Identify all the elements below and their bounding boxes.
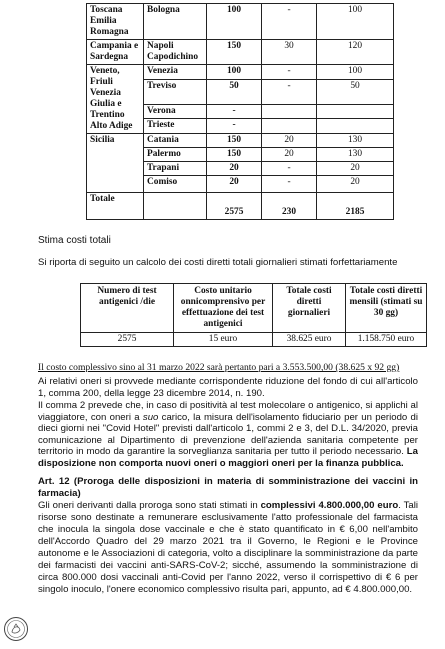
value-cell: 50	[207, 79, 262, 104]
airport-cell: Verona	[144, 104, 207, 119]
value-cell: 150	[207, 148, 262, 162]
value-cell: 38.625 euro	[273, 333, 346, 347]
value-cell: 150	[207, 40, 262, 65]
table-header-row	[81, 284, 427, 333]
total-label: Totale	[87, 193, 144, 220]
value-cell: 100	[207, 4, 262, 40]
value-cell: 20	[262, 148, 317, 162]
region-cell: Sicilia	[87, 134, 144, 193]
airport-cell: Palermo	[144, 148, 207, 162]
article-lead: Gli oneri derivanti dalla proroga sono stati stimati in	[38, 500, 261, 511]
value-cell: 20	[207, 162, 262, 176]
value-cell	[317, 119, 394, 134]
value-cell: -	[262, 176, 317, 193]
value-cell: -	[262, 162, 317, 176]
value-cell: -	[207, 119, 262, 134]
table-row	[87, 65, 394, 80]
value-cell: -	[262, 79, 317, 104]
column-header: Numero di test antigenici /die	[81, 284, 174, 333]
value-cell: 130	[317, 148, 394, 162]
article-body: . Tali risorse sono destinate a remunerare esclusivamente l'atto professionale del farmacista che inocula la singola dose vaccinale e che è stato quantificato in € 6,00 nell'ambito dell'Accordo Quadro del 29 marzo 2021 tra il Governo, le Regioni e le Province autonome e le Associazioni di categoria, volto a disciplinare la somministrazione da parte dei farmacisti dei vaccini anti-SARS-CoV-2; sicché, assumendo la somministrazione di circa 800.000 dosi vaccinali anti-Covid per l'anno 2022, verso il corrispettivo di € 6 per singolo inoculo, l'onere economico complessivo risulta pari, appunto, ad € 4.800.000,00.	[38, 500, 419, 595]
value-cell: 100	[207, 65, 262, 80]
total-cost-paragraph: Il costo complessivo sino al 31 marzo 2022 sarà pertanto pari a 3.553.500,00 (38.625 x 92 gg)	[38, 362, 400, 373]
total-row	[87, 193, 394, 220]
empty-cell	[144, 193, 207, 220]
value-cell: 20	[262, 134, 317, 148]
value-cell	[262, 119, 317, 134]
airport-cell: Comiso	[144, 176, 207, 193]
article-12-paragraph	[38, 476, 418, 596]
table-row	[81, 333, 427, 347]
value-cell	[262, 104, 317, 119]
total-value: 2575	[207, 193, 262, 220]
column-header: Costo unitario onnicomprensivo per effettuazione dei test antigenici	[174, 284, 273, 333]
airport-cell: Venezia	[144, 65, 207, 80]
article-amount: complessivi 4.800.000,00 euro	[260, 500, 399, 511]
region-cell: Campania e Sardegna	[87, 40, 144, 65]
total-value: 2185	[317, 193, 394, 220]
value-cell: 130	[317, 134, 394, 148]
value-cell: 150	[207, 134, 262, 148]
comma-2-paragraph	[38, 400, 418, 470]
value-cell: 100	[317, 65, 394, 80]
value-cell: 30	[262, 40, 317, 65]
value-cell: -	[262, 65, 317, 80]
table-row	[87, 4, 394, 40]
airport-cell: Bologna	[144, 4, 207, 40]
value-cell: 120	[317, 40, 394, 65]
seal-stamp-icon	[3, 616, 29, 642]
value-cell: -	[207, 104, 262, 119]
paragraph-text: carico, la misura dell'isolamento fiduciario per un periodo di dieci giorni nei "Covid Hotel" previsti dall'articolo 1, commi 2 e 3, del D.L. 34/2020, previa comunicazione al Dipartimento di prevenzione dell'azienda sanitaria competente per territorio in modo da garantire la sorveglianza sanitaria per tutto il periodo necessario.	[38, 411, 419, 458]
value-cell: 20	[317, 176, 394, 193]
airport-cell: Treviso	[144, 79, 207, 104]
region-cell: Veneto, Friuli Venezia Giulia e Trentino Alto Adige	[87, 65, 144, 134]
value-cell	[317, 104, 394, 119]
article-title: Art. 12 (Proroga delle disposizioni in materia di somministrazione dei vaccini in farmacia)	[38, 476, 418, 499]
value-cell: 20	[317, 162, 394, 176]
value-cell: 20	[207, 176, 262, 193]
airport-cell: Trapani	[144, 162, 207, 176]
table-row	[87, 134, 394, 148]
costs-table	[80, 283, 427, 347]
value-cell: 2575	[81, 333, 174, 347]
column-header: Totale costi diretti mensili (stimati su 30 gg)	[346, 284, 427, 333]
intro-text: Si riporta di seguito un calcolo dei costi diretti totali giornalieri stimati forfettariamente	[38, 257, 398, 268]
region-cell: Toscana Emilia Romagna	[87, 4, 144, 40]
value-cell: 1.158.750 euro	[346, 333, 427, 347]
value-cell: 15 euro	[174, 333, 273, 347]
paragraph-italic: suo	[142, 411, 159, 423]
regions-table	[86, 3, 394, 220]
paragraph-text: Il comma 2 prevede che, in caso di positività al test molecolare o antigenico, si applichi al viaggiatore, con oneri a	[38, 400, 418, 423]
total-value: 230	[262, 193, 317, 220]
column-header: Totale costi diretti giornalieri	[273, 284, 346, 333]
paragraph-bold: La disposizione non comporta nuovi oneri o maggiori oneri per la finanza pubblica.	[38, 446, 418, 469]
airport-cell: Trieste	[144, 119, 207, 134]
section-heading: Stima costi totali	[38, 235, 111, 246]
funding-paragraph: Ai relativi oneri si provvede mediante corrispondente riduzione del fondo di cui all'articolo 1, comma 200, della legge 23 dicembre 2014, n. 190.	[38, 376, 418, 399]
value-cell: 100	[317, 4, 394, 40]
airport-cell: Catania	[144, 134, 207, 148]
table-row	[87, 40, 394, 65]
airport-cell: Napoli Capodichino	[144, 40, 207, 65]
value-cell: -	[262, 4, 317, 40]
value-cell: 50	[317, 79, 394, 104]
